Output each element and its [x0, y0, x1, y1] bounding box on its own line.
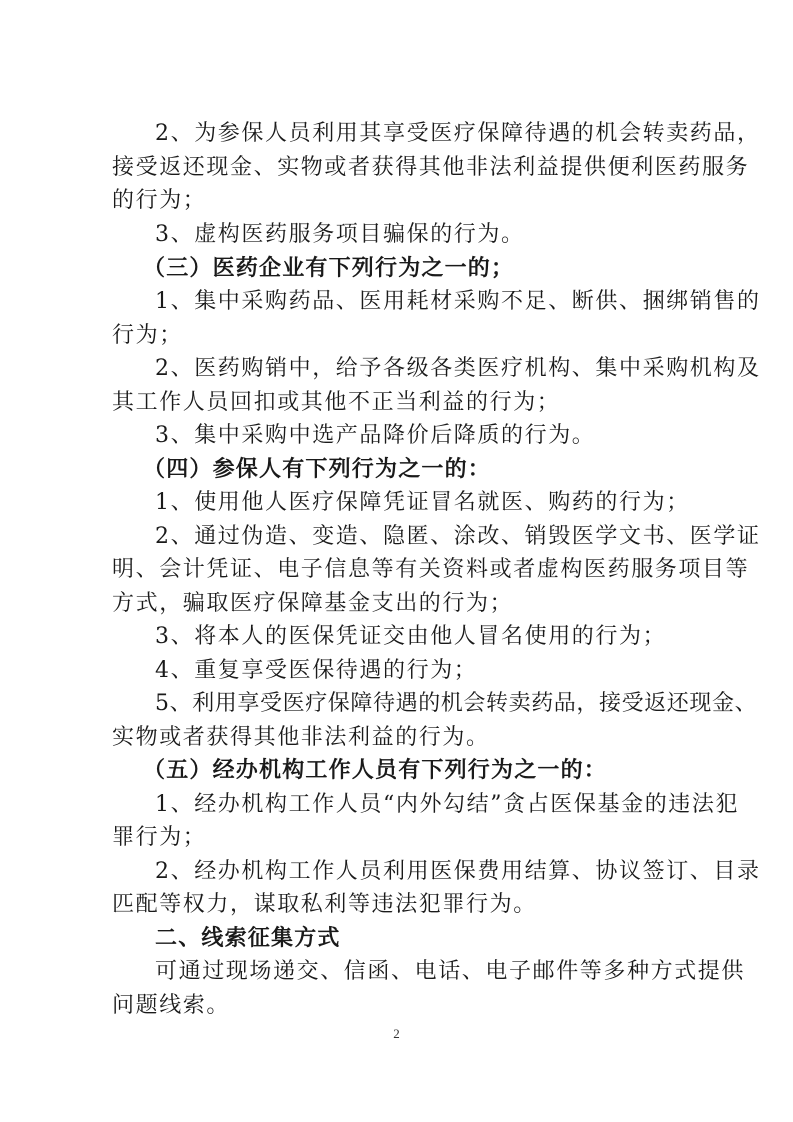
- paragraph-line: 4、重复享受医保待遇的行为；: [155, 658, 478, 683]
- paragraph-line: 的行为；: [112, 188, 207, 213]
- page-number: 2: [393, 1026, 400, 1041]
- paragraph-line: 5、利用享受医疗保障待遇的机会转卖药品，接受返还现金、: [155, 691, 758, 716]
- section-heading: （五）经办机构工作人员有下列行为之一的：: [143, 758, 608, 783]
- paragraph-line: 3、将本人的医保凭证交由他人冒名使用的行为；: [155, 624, 667, 649]
- paragraph-line: 1、使用他人医疗保障凭证冒名就医、购药的行为；: [155, 490, 690, 515]
- paragraph-line: 方式，骗取医疗保障基金支出的行为；: [112, 591, 514, 616]
- paragraph-line: 1、经办机构工作人员“内外勾结”贪占医保基金的违法犯: [155, 792, 740, 817]
- paragraph-line: 3、虚构医药服务项目骗保的行为。: [155, 222, 525, 247]
- paragraph-line: 2、医药购销中，给予各级各类医疗机构、集中采购机构及: [155, 356, 761, 381]
- paragraph-line: 其工作人员回扣或其他不正当利益的行为；: [112, 390, 561, 415]
- paragraph-line: 明、会计凭证、电子信息等有关资料或者虚构医药服务项目等: [112, 557, 750, 582]
- paragraph-line: 匹配等权力，谋取私利等违法犯罪行为。: [112, 892, 537, 917]
- section-heading: （三）医药企业有下列行为之一的；: [143, 256, 515, 281]
- paragraph-line: 1、集中采购药品、医用耗材采购不足、断供、捆绑销售的: [155, 289, 761, 314]
- paragraph-line: 罪行为；: [112, 825, 207, 850]
- paragraph-line: 可通过现场递交、信函、电话、电子邮件等多种方式提供: [155, 959, 746, 984]
- paragraph-line: 接受返还现金、实物或者获得其他非法利益提供便利医药服务: [112, 155, 750, 180]
- paragraph-line: 3、集中采购中选产品降价后降质的行为。: [155, 423, 596, 448]
- paragraph-line: 问题线索。: [112, 993, 231, 1018]
- paragraph-line: 实物或者获得其他非法利益的行为。: [112, 725, 490, 750]
- paragraph-line: 2、为参保人员利用其享受医疗保障待遇的机会转卖药品，: [155, 121, 761, 146]
- paragraph-line: 2、通过伪造、变造、隐匿、涂改、销毁医学文书、医学证: [155, 524, 761, 549]
- paragraph-line: 2、经办机构工作人员利用医保费用结算、协议签订、目录: [155, 859, 761, 884]
- section-heading: （四）参保人有下列行为之一的：: [143, 457, 492, 482]
- section-heading: 二、线索征集方式: [155, 926, 341, 951]
- paragraph-line: 行为；: [112, 323, 183, 348]
